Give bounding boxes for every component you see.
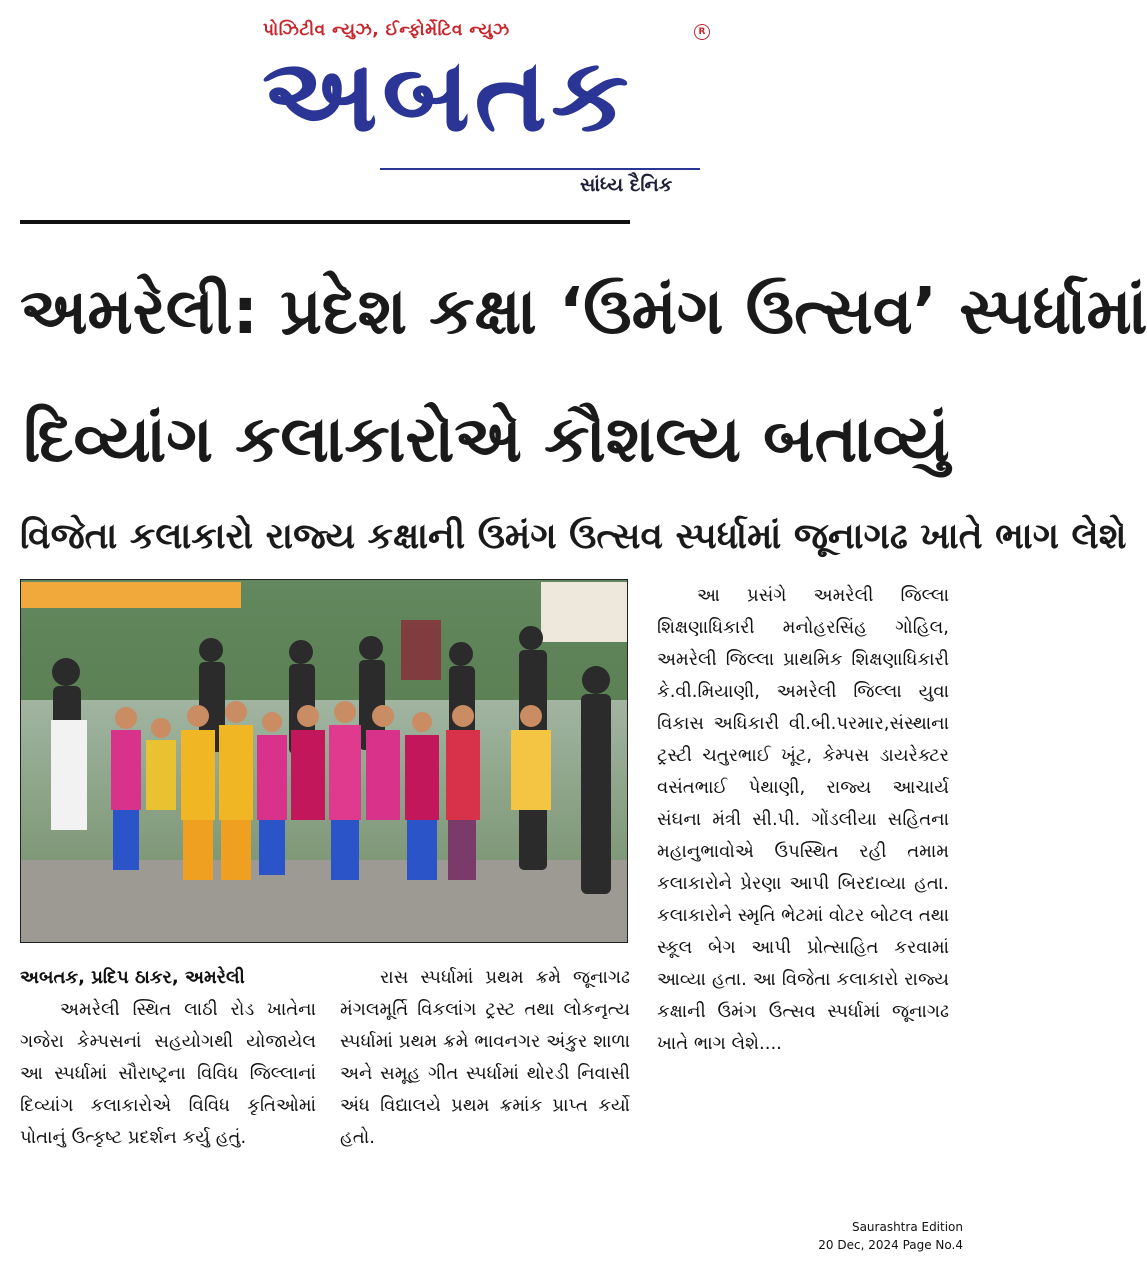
- masthead: [0, 0, 973, 215]
- article-column-left: [20, 962, 316, 1154]
- event-photo: [20, 579, 628, 943]
- page-footer: [818, 1218, 963, 1254]
- registered-mark-icon: R: [694, 24, 710, 40]
- article-column-right: આ પ્રસંગે અમરેલી જિલ્લા શિક્ષણાધિકારી મનોહરસિંહ ગોહિલ, અમરેલી જિલ્લા પ્રાથમિક શિક્ષણાધિકારી કે.વી.મિયાણી, અમરેલી જિલ્લા યુવા વિકાસ અધિકારી વી.બી.પરમાર,સંસ્થાના ટ્રસ્ટી ચતુરભાઈ ખૂંટ, કેમ્પસ ડાયરેક્ટર વસંતભાઈ પેથાણી, રાજ્ય આચાર્ય સંઘના મંત્રી સી.પી. ગોંડલીયા સહિતના મહાનુભાવોએ ઉપસ્થિત રહી તમામ કલાકારોને પ્રેરણા આપી બિરદાવ્યા હતા. કલાકારોને સ્મૃતિ ભેટમાં વોટર બોટલ તથા સ્કૂલ બેગ આપી પ્રોત્સાહિત કરવામાં આવ્યા હતા. આ વિજેતા કલાકારો રાજ્ય કક્ષાની ઉમંગ ઉત્સવ સ્પર્ધામાં જૂનાગઢ ખાતે ભાગ લેશે....: [657, 585, 949, 1054]
- edition-tag: સાંધ્ય દૈનિક: [580, 174, 673, 196]
- subheadline: વિજેતા કલાકારો રાજ્ય કક્ષાની ઉમંગ ઉત્સવ સ્પર્ધામાં જૂનાગઢ ખાતે ભાગ લેશે: [20, 516, 1127, 557]
- headline-line-1: અમરેલી: પ્રદેશ કક્ષા ‘ઉમંગ ઉત્સવ’ સ્પર્ધામાં: [20, 275, 1147, 349]
- byline: અબતક, પ્રદિપ ઠાકર, અમરેલી: [20, 967, 245, 988]
- article-column-middle: રાસ સ્પર્ધામાં પ્રથમ ક્રમે જૂનાગઢ મંગલમૂર્તિ વિકલાંગ ટ્રસ્ટ તથા લોકનૃત્ય સ્પર્ધામાં પ્રથમ ક્રમે ભાવનગર અંકુર શાળા અને સમૂહ ગીત સ્પર્ધામાં થોરડી નિવાસી અંધ વિદ્યાલયે પ્રથમ ક્રમાંક પ્રાપ્ત કર્યો હતો.: [340, 967, 630, 1148]
- date-page-label: 20 Dec, 2024 Page No.4: [818, 1238, 963, 1252]
- article-column-left-text: અમરેલી સ્થિત લાઠી રોડ ખાતેના ગજેરા કેમ્પસનાં સહયોગથી યોજાયેલ આ સ્પર્ધામાં સૌરાષ્ટ્રના વિવિધ જિલ્લાનાં દિવ્યાંગ કલાકારોએ વિવિધ કૃતિઓમાં પોતાનું ઉત્કૃષ્ટ પ્રદર્શન કર્યુ હતું.: [20, 999, 316, 1148]
- headline-line-2: દિવ્યાંગ કલાકારોએ કૌશલ્ય બતાવ્યું: [23, 403, 950, 477]
- newspaper-logo: અબતક: [262, 36, 633, 155]
- masthead-tagline: પોઝિટીવ ન્યુઝ, ઈન્ફોર્મેટિવ ન્યુઝ: [263, 20, 510, 40]
- edition-label: Saurashtra Edition: [851, 1220, 963, 1234]
- logo-underline: [380, 168, 700, 170]
- top-rule-divider: [20, 220, 630, 224]
